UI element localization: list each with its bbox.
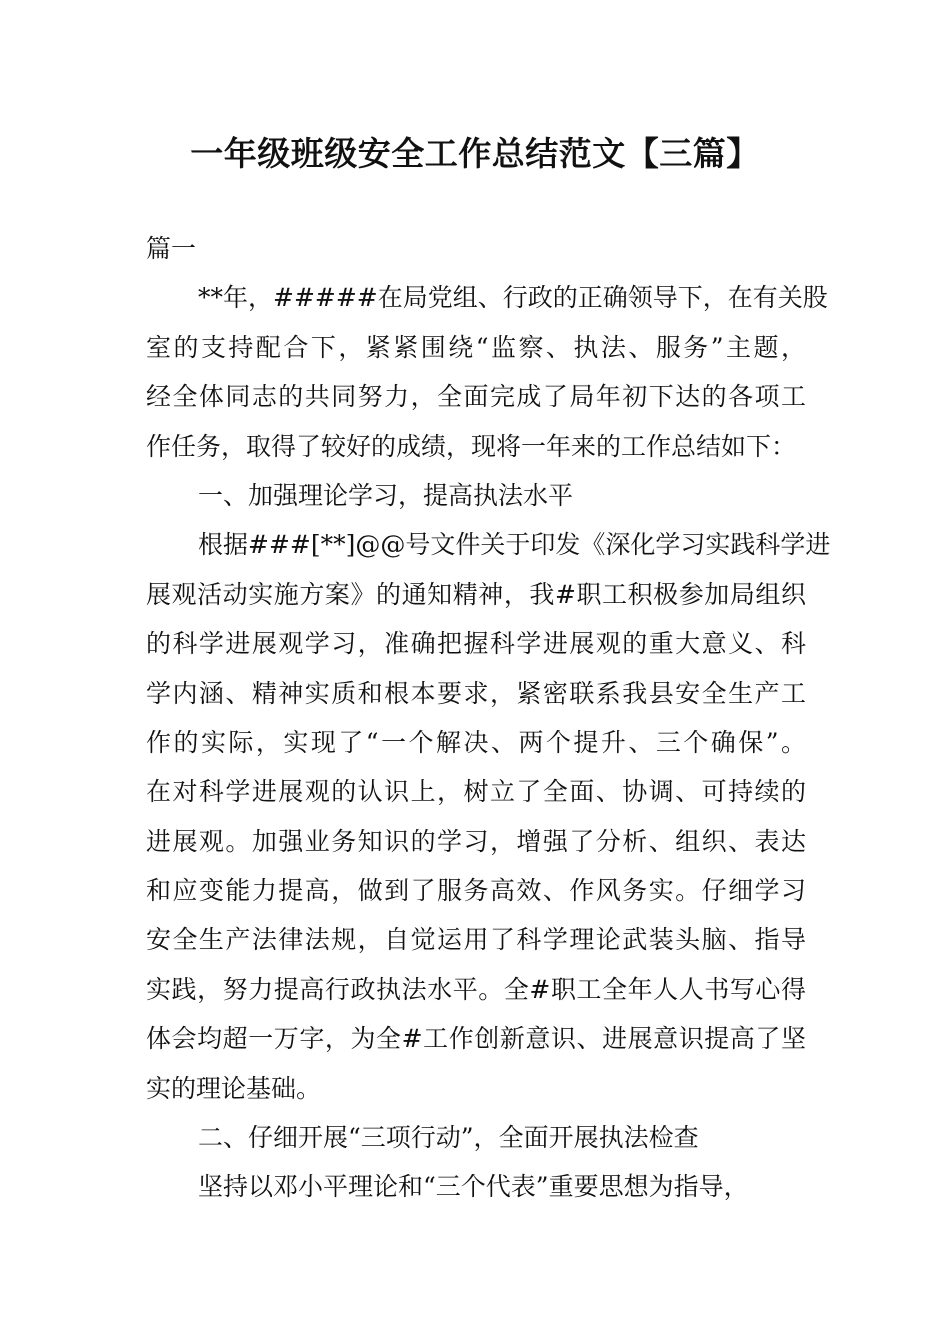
paragraph-line: 的科学进展观学习，准确把握科学进展观的重大意义、科 (146, 629, 806, 659)
paragraph-2 (146, 520, 831, 1113)
paragraph-line: 展观活动实施方案》的通知精神，我#职工积极参加局组织 (146, 579, 806, 609)
paragraph-line: 学内涵、精神实质和根本要求，紧密联系我县安全生产工 (146, 678, 806, 708)
paragraph-line: 经全体同志的共同努力，全面完成了局年初下达的各项工 (146, 382, 806, 412)
paragraph-line: 室的支持配合下，紧紧围绕“监察、执法、服务”主题， (146, 332, 806, 362)
paragraph-line: 坚持以邓小平理论和“三个代表”重要思想为指导， (198, 1172, 749, 1202)
paragraph-line: 作任务，取得了较好的成绩，现将一年来的工作总结如下： (146, 431, 797, 461)
paragraph-line: **年，#####在局党组、行政的正确领导下，在有关股 (198, 283, 828, 313)
paragraph-line: 进展观。加强业务知识的学习，增强了分析、组织、表达 (146, 826, 806, 856)
paragraph-3 (146, 1162, 806, 1211)
section-label: 篇一 (146, 234, 197, 263)
paragraph-line: 根据###[**]@@号文件关于印发《深化学习实践科学进 (198, 530, 831, 560)
paragraph-line: 体会均超一万字，为全#工作创新意识、进展意识提高了坚 (146, 1024, 806, 1054)
document-title: 一年级班级安全工作总结范文【三篇】 (190, 134, 760, 173)
paragraph-line: 在对科学进展观的认识上，树立了全面、协调、可持续的 (146, 777, 806, 807)
paragraph-line: 实的理论基础。 (146, 1073, 322, 1103)
paragraph-line: 和应变能力提高，做到了服务高效、作风务实。仔细学习 (146, 876, 806, 906)
paragraph-line: 作的实际，实现了“一个解决、两个提升、三个确保”。 (146, 727, 806, 757)
section-heading-1: 一、加强理论学习，提高执法水平 (198, 480, 574, 510)
paragraph-line: 实践，努力提高行政执法水平。全#职工全年人人书写心得 (146, 974, 806, 1004)
paragraph-line: 安全生产法律法规，自觉运用了科学理论武装头脑、指导 (146, 925, 806, 955)
document-body (146, 224, 831, 1212)
paragraph-1 (146, 273, 828, 471)
section-heading-2: 二、仔细开展“三项行动”，全面开展执法检查 (198, 1123, 699, 1153)
